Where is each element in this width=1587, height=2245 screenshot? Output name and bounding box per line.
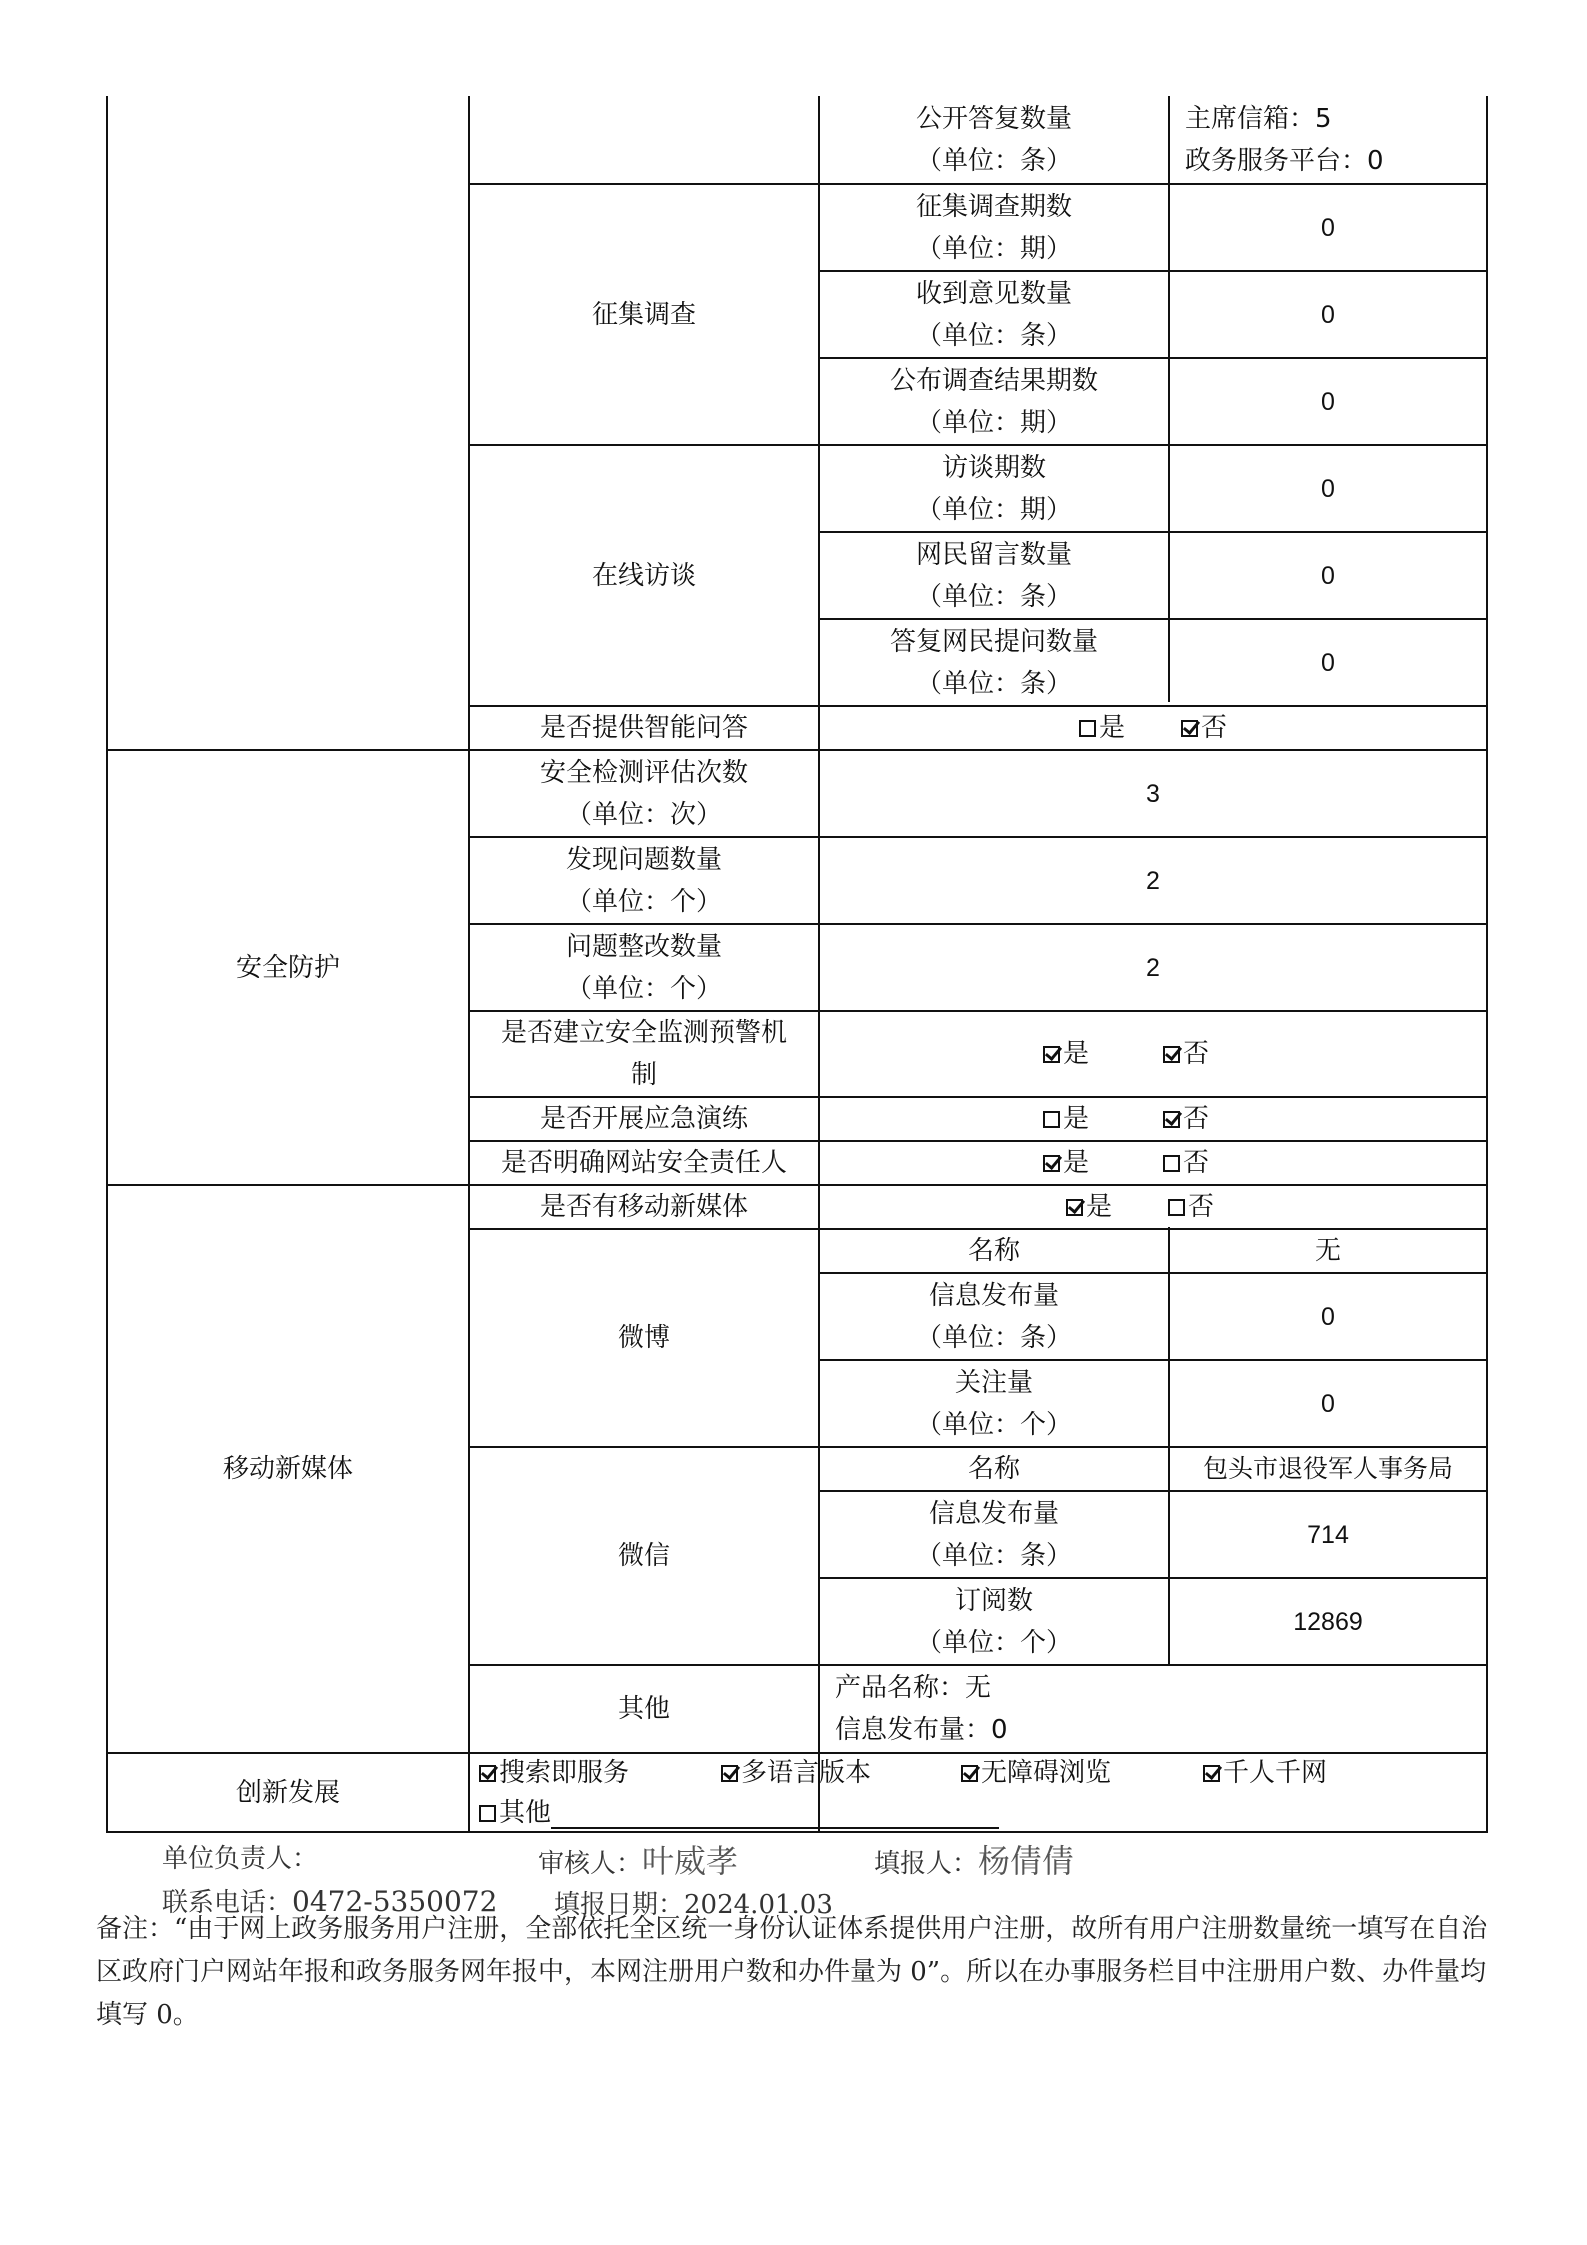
innovation-option-accessible[interactable] xyxy=(961,1753,1203,1793)
interview-group-label xyxy=(469,445,819,706)
survey-item-label: 公布调查结果期数 xyxy=(889,365,1098,396)
survey-item-unit: （单位：条） xyxy=(915,320,1072,351)
smart-qa-options xyxy=(819,706,1487,750)
weibo-item-value-cell xyxy=(1169,1273,1487,1360)
survey-item-value: 0 xyxy=(1321,213,1335,242)
other-product-name: 产品名称：无 xyxy=(835,1673,992,1703)
weibo-name-value-cell xyxy=(1169,1229,1487,1273)
checkbox-icon[interactable] xyxy=(479,1805,496,1822)
other-value-cell xyxy=(819,1665,1487,1753)
wechat-name-value-cell xyxy=(1169,1447,1487,1491)
option-label: 是 xyxy=(1098,713,1125,743)
open-reply-value-mailbox: 主席信箱：5 xyxy=(1185,104,1332,134)
warning-label-line1: 是否建立安全监测预警机 xyxy=(500,1018,787,1048)
security-item-label-cell xyxy=(469,924,819,1011)
survey-item-value: 0 xyxy=(1321,300,1335,329)
checkbox-icon[interactable] xyxy=(1181,720,1198,737)
responsible-options xyxy=(819,1141,1487,1185)
open-reply-unit: （单位：条） xyxy=(915,146,1072,176)
option-label: 是 xyxy=(1062,1148,1089,1178)
checkbox-icon[interactable] xyxy=(1163,1046,1180,1063)
survey-item-label: 收到意见数量 xyxy=(915,278,1072,309)
warning-yes-option[interactable] xyxy=(1043,1033,1089,1075)
checkbox-icon[interactable] xyxy=(1163,1155,1180,1172)
interview-item-value: 0 xyxy=(1321,474,1335,503)
option-label: 否 xyxy=(1183,1104,1210,1134)
security-item-unit: （单位：个） xyxy=(565,973,722,1004)
wechat-item-value: 12869 xyxy=(1293,1607,1363,1636)
wechat-item-label: 订阅数 xyxy=(954,1585,1033,1616)
security-item-unit: （单位：个） xyxy=(565,886,722,917)
filler-name: 杨倩倩 xyxy=(978,1842,1075,1880)
filler xyxy=(874,1836,1074,1882)
option-label: 否 xyxy=(1201,713,1228,743)
media-group-text: 移动新媒体 xyxy=(222,1454,353,1484)
footnote: 备注：“由于网上政务服务用户注册，全部依托全区统一身份认证体系提供用户注册，故所有用户注册数量统一填写在自治区政府门户网站年报和政务服务网年报中，本网注册用户数和办件量为 0”。所以在办事服务栏目中注册用户数、办件量均填写 0。 xyxy=(96,1914,1488,2030)
date-value: 2024.01.03 xyxy=(684,1890,833,1920)
survey-group-label xyxy=(469,184,819,445)
security-item-value-cell xyxy=(819,837,1487,924)
drill-label-cell xyxy=(469,1097,819,1141)
interview-item-label-cell xyxy=(819,619,1169,706)
option-label: 千人千网 xyxy=(1223,1758,1328,1788)
report-table xyxy=(106,96,1488,1833)
has-media-label: 是否有移动新媒体 xyxy=(539,1192,748,1222)
warning-no-option[interactable] xyxy=(1163,1033,1209,1075)
wechat-item-label-cell xyxy=(819,1491,1169,1578)
smart-qa-yes-option[interactable] xyxy=(1079,707,1125,749)
security-item-value: 2 xyxy=(1146,953,1160,982)
weibo-item-unit: （单位：个） xyxy=(915,1409,1072,1440)
interview-item-value: 0 xyxy=(1321,561,1335,590)
wechat-item-value-cell xyxy=(1169,1578,1487,1665)
responsible-no-option[interactable] xyxy=(1163,1142,1209,1184)
other-group-label xyxy=(469,1665,819,1753)
warning-label-line2: 制 xyxy=(630,1060,657,1090)
checkbox-icon[interactable] xyxy=(721,1765,738,1782)
survey-item-value: 0 xyxy=(1321,387,1335,416)
has-media-yes-option[interactable] xyxy=(1066,1186,1112,1228)
phone-label: 联系电话： xyxy=(162,1888,293,1918)
survey-item-unit: （单位：期） xyxy=(915,233,1072,264)
wechat-group-label xyxy=(469,1447,819,1665)
weibo-name-value: 无 xyxy=(1314,1236,1341,1266)
interview-group-text: 在线访谈 xyxy=(591,560,696,591)
wechat-group-text: 微信 xyxy=(617,1541,670,1571)
checkbox-icon[interactable] xyxy=(961,1765,978,1782)
date-label: 填报日期： xyxy=(554,1890,685,1920)
other-publish-count: 信息发布量：0 xyxy=(835,1715,1008,1745)
interview-item-unit: （单位：条） xyxy=(915,668,1072,699)
weibo-item-label: 信息发布量 xyxy=(928,1280,1059,1311)
checkbox-icon[interactable] xyxy=(1066,1199,1083,1216)
option-label: 否 xyxy=(1188,1192,1215,1222)
security-item-value-cell xyxy=(819,750,1487,837)
innovation-options-cell xyxy=(469,1753,1487,1833)
option-label: 是 xyxy=(1062,1104,1089,1134)
other-group-text: 其他 xyxy=(617,1694,670,1724)
survey-item-value-cell xyxy=(1169,358,1487,445)
open-reply-label: 公开答复数量 xyxy=(915,104,1072,134)
innovation-option-personalized[interactable] xyxy=(1203,1753,1327,1793)
has-media-no-option[interactable] xyxy=(1168,1186,1214,1228)
responsible-label: 是否明确网站安全责任人 xyxy=(500,1148,787,1178)
checkbox-icon[interactable] xyxy=(1079,720,1096,737)
wechat-name-label-cell xyxy=(819,1447,1169,1491)
interview-item-unit: （单位：条） xyxy=(915,581,1072,612)
weibo-item-label-cell xyxy=(819,1273,1169,1360)
security-item-value: 3 xyxy=(1146,779,1160,808)
warning-label-cell xyxy=(469,1011,819,1097)
has-media-label-cell xyxy=(469,1185,819,1229)
innovation-option-search[interactable] xyxy=(479,1753,721,1793)
weibo-name-label: 名称 xyxy=(967,1236,1020,1266)
wechat-name-label: 名称 xyxy=(967,1454,1020,1484)
wechat-item-unit: （单位：条） xyxy=(915,1540,1072,1571)
weibo-group-text: 微博 xyxy=(617,1323,670,1353)
responsible-yes-option[interactable] xyxy=(1043,1142,1089,1184)
drill-yes-option[interactable] xyxy=(1043,1098,1089,1140)
responsible-label-cell xyxy=(469,1141,819,1185)
security-item-unit: （单位：次） xyxy=(565,799,722,830)
checkbox-icon[interactable] xyxy=(1043,1111,1060,1128)
drill-options xyxy=(819,1097,1487,1141)
innovation-option-other[interactable] xyxy=(479,1793,551,1833)
option-label: 否 xyxy=(1183,1039,1210,1069)
interview-item-label: 网民留言数量 xyxy=(915,539,1072,570)
interview-item-label-cell xyxy=(819,532,1169,619)
survey-item-label: 征集调查期数 xyxy=(915,191,1072,222)
media-group-label xyxy=(107,1185,469,1753)
unit-head-label: 单位负责人： xyxy=(162,1844,319,1874)
reviewer xyxy=(538,1836,738,1882)
weibo-item-label-cell xyxy=(819,1360,1169,1447)
wechat-item-label: 信息发布量 xyxy=(928,1498,1059,1529)
security-item-value-cell xyxy=(819,924,1487,1011)
weibo-group-label xyxy=(469,1229,819,1447)
wechat-item-value: 714 xyxy=(1307,1520,1349,1549)
smart-qa-no-option[interactable] xyxy=(1181,707,1227,749)
wechat-item-value-cell xyxy=(1169,1491,1487,1578)
security-group-text: 安全防护 xyxy=(235,952,340,983)
option-label: 搜索即服务 xyxy=(499,1758,630,1788)
survey-item-label-cell xyxy=(819,184,1169,271)
security-item-label-cell xyxy=(469,750,819,837)
innovation-option-multilang[interactable] xyxy=(721,1753,961,1793)
security-item-label: 安全检测评估次数 xyxy=(539,757,748,788)
survey-item-value-cell xyxy=(1169,184,1487,271)
wechat-item-label-cell xyxy=(819,1578,1169,1665)
survey-item-value-cell xyxy=(1169,271,1487,358)
innovation-group-text: 创新发展 xyxy=(235,1778,340,1808)
interview-item-value-cell xyxy=(1169,445,1487,532)
interview-item-value-cell xyxy=(1169,532,1487,619)
security-item-label: 问题整改数量 xyxy=(565,931,722,962)
open-reply-label-cell xyxy=(819,96,1169,184)
drill-no-option[interactable] xyxy=(1163,1098,1209,1140)
security-group-label xyxy=(107,750,469,1185)
innovation-group-label xyxy=(107,1753,469,1833)
filler-label: 填报人： xyxy=(874,1849,979,1879)
checkbox-icon[interactable] xyxy=(1043,1155,1060,1172)
smart-qa-label: 是否提供智能问答 xyxy=(539,713,748,743)
option-label: 多语言版本 xyxy=(741,1758,872,1788)
reviewer-name: 叶威孝 xyxy=(642,1842,739,1880)
interview-item-label: 答复网民提问数量 xyxy=(889,626,1098,657)
weibo-item-label: 关注量 xyxy=(954,1367,1033,1398)
checkbox-icon[interactable] xyxy=(1168,1199,1185,1216)
survey-item-unit: （单位：期） xyxy=(915,407,1072,438)
has-media-options xyxy=(819,1185,1487,1229)
checkbox-icon[interactable] xyxy=(479,1765,496,1782)
survey-item-label-cell xyxy=(819,271,1169,358)
interview-item-value-cell xyxy=(1169,619,1487,706)
phone-number: 0472-5350072 xyxy=(292,1885,498,1918)
wechat-name-value: 包头市退役军人事务局 xyxy=(1202,1454,1453,1483)
option-label: 是 xyxy=(1085,1192,1112,1222)
survey-group-text: 征集调查 xyxy=(591,299,696,330)
reviewer-label: 审核人： xyxy=(538,1849,643,1879)
option-label: 无障碍浏览 xyxy=(981,1758,1112,1788)
security-item-value: 2 xyxy=(1146,866,1160,895)
option-label: 否 xyxy=(1183,1148,1210,1178)
checkbox-icon[interactable] xyxy=(1043,1046,1060,1063)
warning-options xyxy=(819,1011,1487,1097)
open-reply-value-platform: 政务服务平台：0 xyxy=(1185,146,1384,176)
interview-item-unit: （单位：期） xyxy=(915,494,1072,525)
checkbox-icon[interactable] xyxy=(1203,1765,1220,1782)
option-label: 其他 xyxy=(499,1798,552,1828)
interview-item-label-cell xyxy=(819,445,1169,532)
other-fill-line[interactable] xyxy=(551,1797,999,1829)
smart-qa-label-cell xyxy=(469,706,819,750)
weibo-name-label-cell xyxy=(819,1229,1169,1273)
wechat-item-unit: （单位：个） xyxy=(915,1627,1072,1658)
survey-item-label-cell xyxy=(819,358,1169,445)
drill-label: 是否开展应急演练 xyxy=(539,1104,748,1134)
weibo-item-value: 0 xyxy=(1321,1389,1335,1418)
weibo-item-value: 0 xyxy=(1321,1302,1335,1331)
weibo-item-unit: （单位：条） xyxy=(915,1322,1072,1353)
open-reply-value-cell xyxy=(1169,96,1487,184)
checkbox-icon[interactable] xyxy=(1163,1111,1180,1128)
weibo-item-value-cell xyxy=(1169,1360,1487,1447)
option-label: 是 xyxy=(1062,1039,1089,1069)
security-item-label: 发现问题数量 xyxy=(565,844,722,875)
interview-item-value: 0 xyxy=(1321,648,1335,677)
security-item-label-cell xyxy=(469,837,819,924)
interview-item-label: 访谈期数 xyxy=(941,452,1046,483)
